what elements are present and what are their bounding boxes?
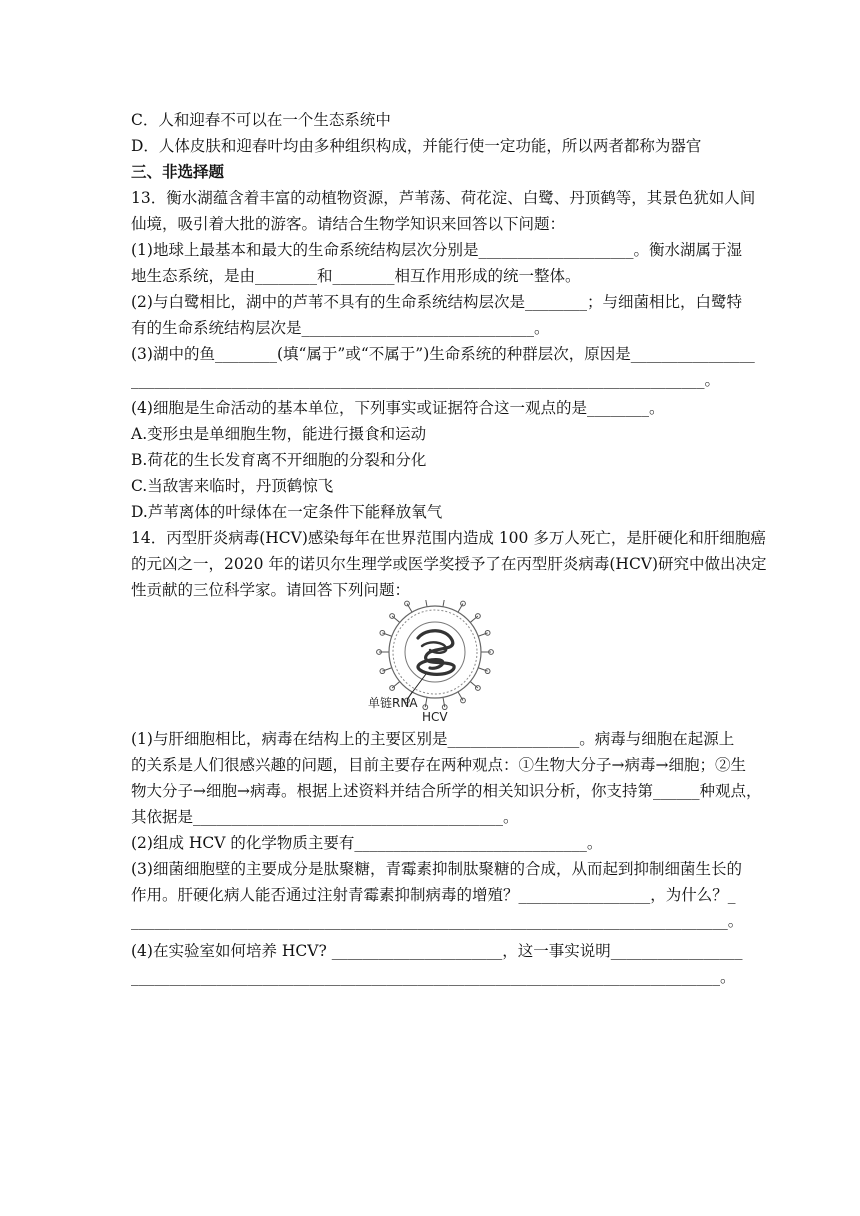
q13-4: (4)细胞是生命活动的基本单位，下列事实或证据符合这一观点的是________。 [131, 399, 665, 417]
q13-l2: 仙境，吸引着大批的游客。请结合生物学知识来回答以下问题： [131, 215, 566, 233]
c-option: C．人和迎春不可以在一个生态系统中 [131, 111, 391, 129]
q13-2-l2: 有的生命系统结构层次是______________________________。 [131, 319, 550, 337]
q14-l3: 性贡献的三位科学家。请回答下列问题： [131, 581, 411, 599]
q14-l2: 的元凶之一，2020 年的诺贝尔生理学或医学奖授予了在丙型肝炎病毒(HCV)研究中做出决定 [131, 555, 767, 573]
q14-3-l1: (3)细菌细胞壁的主要成分是肽聚糖，青霉素抑制肽聚糖的合成，从而起到抑制细菌生长的 [131, 860, 742, 878]
rna-label: 单链RNA [368, 696, 418, 710]
q13-2-l1: (2)与白鹭相比，湖中的芦苇不具有的生命系统结构层次是________；与细菌相比，白鹭特 [131, 293, 742, 311]
q13-1-l1: (1)地球上最基本和最大的生命系统结构层次分别是____________________。衡水湖属于湿 [131, 241, 742, 259]
q13-4-a: A.变形虫是单细胞生物，能进行摄食和运动 [131, 425, 427, 443]
q14-1-l2: 的关系是人们很感兴趣的问题，目前主要存在两种观点：①生物大分子→病毒→细胞；②生 [131, 756, 746, 774]
hcv-virus-figure [360, 600, 510, 722]
q13-4-c: C.当敌害来临时，丹顶鹤惊飞 [131, 477, 334, 495]
q14-3-l2: 作用。肝硬化病人能否通过注射青霉素抑制病毒的增殖？_________________，为什么？_ [131, 886, 736, 904]
q13-3-l1: (3)湖中的鱼________(填“属于”或“不属于”)生命系统的种群层次，原因是________________ [131, 345, 755, 363]
d-option: D．人体皮肤和迎春叶均由多种组织构成，并能行使一定功能，所以两者都称为器官 [131, 137, 702, 155]
q14-1-l1: (1)与肝细胞相比，病毒在结构上的主要区别是_________________。病毒与细胞在起源上 [131, 730, 735, 748]
q13-3-l2: __________________________________________________________________________。 [131, 371, 721, 389]
q14-1-l4: 其依据是________________________________________。 [131, 808, 519, 826]
q13-4-b: B.荷花的生长发育离不开细胞的分裂和分化 [131, 451, 427, 469]
figure-caption: HCV [422, 710, 448, 724]
q14-4-l2: ____________________________________________________________________________。 [131, 968, 736, 986]
q13-4-d: D.芦苇离体的叶绿体在一定条件下能释放氧气 [131, 503, 443, 521]
q14-2: (2)组成 HCV 的化学物质主要有______________________________。 [131, 834, 603, 852]
q14-3-l3: _____________________________________________________________________________。 [131, 912, 744, 930]
section-title: 三、非选择题 [131, 162, 225, 181]
q14-1-l3: 物大分子→细胞→病毒。根据上述资料并结合所学的相关知识分析，你支持第______种观点， [131, 782, 762, 800]
q14-4-l1: (4)在实验室如何培养 HCV? ______________________，这一事实说明_________________ [131, 942, 743, 960]
q13-1-l2: 地生态系统，是由________和________相互作用形成的统一整体。 [131, 267, 581, 285]
q13-l1: 13．衡水湖蕴含着丰富的动植物资源，芦苇荡、荷花淀、白鹭、丹顶鹤等，其景色犹如人间 [131, 189, 756, 207]
q14-l1: 14．丙型肝炎病毒(HCV)感染每年在世界范围内造成 100 多万人死亡，是肝硬化和肝细胞癌 [131, 529, 766, 547]
